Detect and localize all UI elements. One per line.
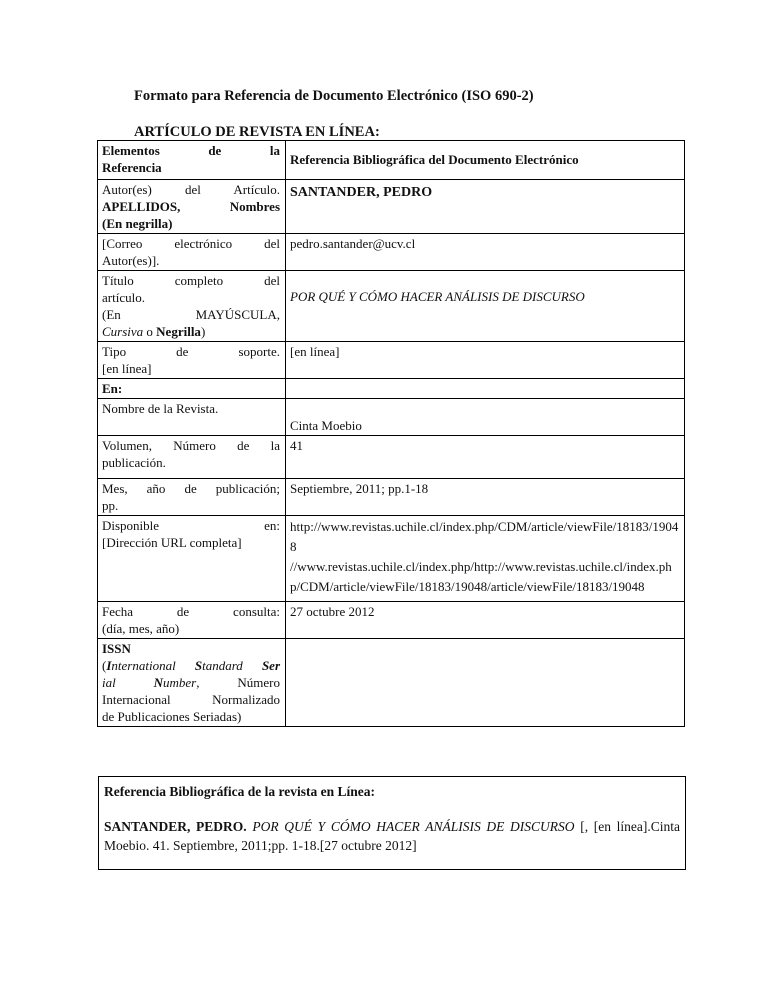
en-value <box>286 379 685 399</box>
revista-label: Nombre de la Revista. <box>98 399 286 436</box>
disponible-value <box>286 516 685 602</box>
reference-table <box>97 140 685 727</box>
document-title: Formato para Referencia de Documento Electrónico (ISO 690-2) <box>134 88 534 104</box>
disponible-url-2: //www.revistas.uchile.cl/index.php/http://www.revistas.uchile.cl/index.php/CDM/article/viewFile/18183/19048/article/viewFile/18183/19048 <box>290 559 672 594</box>
autor-label: Autor(es) del Artículo. APELLIDOS, Nombres (En negrilla) <box>98 180 286 234</box>
tipo-label: Tipo de soporte. [en línea] <box>98 342 286 379</box>
mes-value: Septiembre, 2011; pp.1-18 <box>286 479 685 516</box>
document-subtitle: ARTÍCULO DE REVISTA EN LÍNEA: <box>134 124 380 140</box>
en-label: En: <box>98 379 286 399</box>
correo-label: [Correo electrónico del Autor(es)]. <box>98 234 286 271</box>
tipo-value: [en línea] <box>286 342 685 379</box>
disponible-url: http://www.revistas.uchile.cl/index.php/CDM/article/viewFile/18183/19048 <box>290 519 679 554</box>
table-row-autor <box>98 180 685 234</box>
fecha-value: 27 octubre 2012 <box>286 602 685 639</box>
header-col1: Elementos de la Referencia <box>98 141 286 180</box>
issn-label: ISSN (International Standard Ser ial Number, Número Internacional Normalizado de Publicaciones Seriadas) <box>98 639 286 727</box>
table-row-en <box>98 379 685 399</box>
revista-value: Cinta Moebio <box>286 399 685 436</box>
issn-value <box>286 639 685 727</box>
correo-value: pedro.santander@ucv.cl <box>286 234 685 271</box>
box-heading: Referencia Bibliográfica de la revista en Línea: <box>104 784 375 799</box>
header-col2: Referencia Bibliográfica del Documento Electrónico <box>286 141 685 180</box>
table-row-titulo <box>98 271 685 342</box>
box-reference: SANTANDER, PEDRO. POR QUÉ Y CÓMO HACER ANÁLISIS DE DISCURSO [, [en línea].Cinta Moebio. 41. Septiembre, 2011;pp. 1-18.[27 octubre 2012] <box>104 819 681 853</box>
titulo-value: POR QUÉ Y CÓMO HACER ANÁLISIS DE DISCURSO <box>286 271 685 342</box>
mes-label: Mes, año de publicación; pp. <box>98 479 286 516</box>
fecha-label: Fecha de consulta: (día, mes, año) <box>98 602 286 639</box>
table-row-volumen <box>98 436 685 479</box>
table-row-mes <box>98 479 685 516</box>
table-row-correo <box>98 234 685 271</box>
table-row-disponible <box>98 516 685 602</box>
autor-value: SANTANDER, PEDRO <box>286 180 685 234</box>
bibliographic-reference-box <box>98 776 686 870</box>
volumen-value: 41 <box>286 436 685 479</box>
table-row-fecha <box>98 602 685 639</box>
table-row-revista <box>98 399 685 436</box>
table-header-row <box>98 141 685 180</box>
disponible-label: Disponible en: [Dirección URL completa] <box>98 516 286 602</box>
titulo-label: Título completo del artículo. (En MAYÚSCULA, Cursiva o Negrilla) <box>98 271 286 342</box>
volumen-label: Volumen, Número de la publicación. <box>98 436 286 479</box>
table-row-issn <box>98 639 685 727</box>
table-row-tipo <box>98 342 685 379</box>
